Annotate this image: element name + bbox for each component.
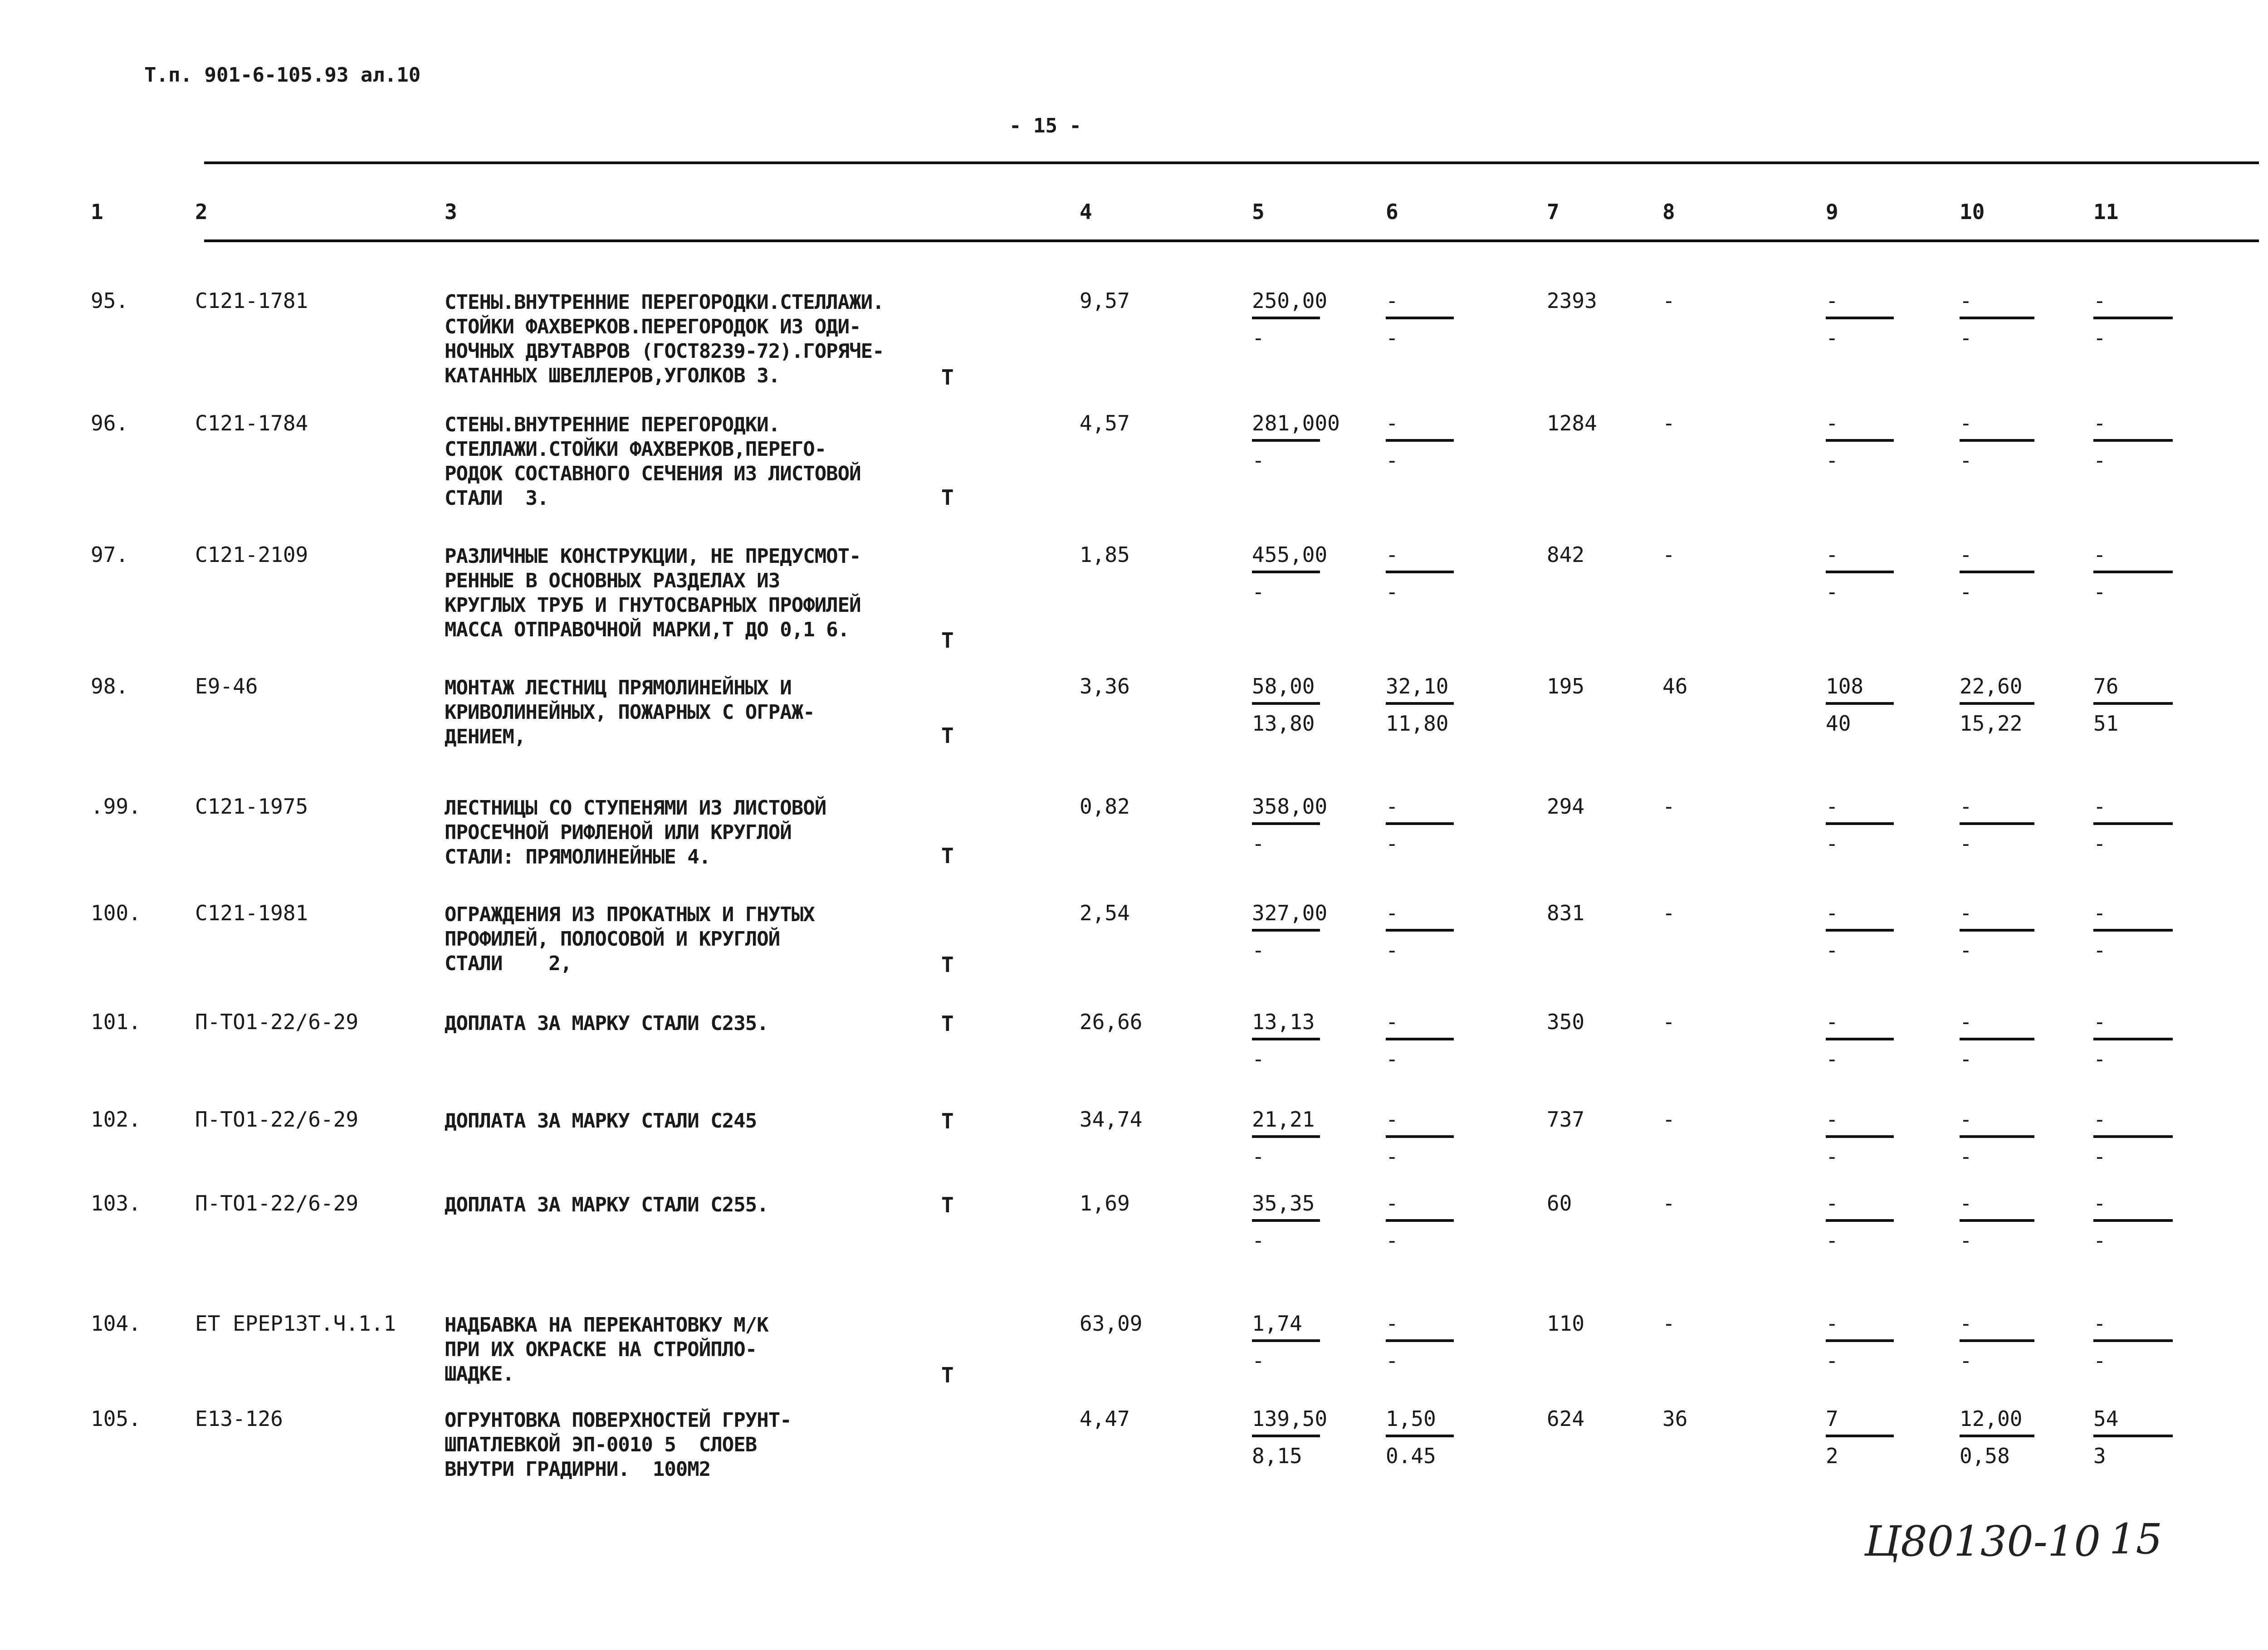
fraction-line-c10 xyxy=(1960,439,2034,442)
fraction-top-c5: 250,00 xyxy=(1252,288,1328,313)
fraction-top-c11: - xyxy=(2093,901,2106,925)
fraction-bottom-c9: - xyxy=(1826,1228,1838,1253)
unit-of-measure: Т xyxy=(941,365,954,390)
fraction-top-c10: - xyxy=(1960,794,1972,819)
fraction-line-c10 xyxy=(1960,702,2034,705)
value-col7: 350 xyxy=(1547,1010,1585,1034)
fraction-line-c11 xyxy=(2093,317,2173,319)
fraction-line-c5 xyxy=(1252,1038,1320,1040)
value-col7: 294 xyxy=(1547,794,1585,819)
item-description: СТЕНЫ.ВНУТРЕННИЕ ПЕРЕГОРОДКИ.СТЕЛЛАЖИ. СТОЙКИ ФАХВЕРКОВ.ПЕРЕГОРОДОК ИЗ ОДИ- НОЧНЫХ ДВУТАВРОВ (ГОСТ8239-72).ГОРЯЧЕ- КАТАННЫХ ШВЕЛЛЕРОВ,УГОЛКОВ 3. xyxy=(445,291,884,387)
fraction-line-c5 xyxy=(1252,1219,1320,1222)
fraction-line-c9 xyxy=(1826,1038,1894,1040)
fraction-bottom-c11: - xyxy=(2093,938,2106,962)
column-header-8: 8 xyxy=(1662,200,1675,224)
fraction-top-c6: 1,50 xyxy=(1386,1406,1436,1431)
item-code: С121-1781 xyxy=(195,288,308,313)
fraction-top-c6: - xyxy=(1386,1311,1398,1336)
fraction-line-c9 xyxy=(1826,929,1894,932)
fraction-line-c10 xyxy=(1960,822,2034,825)
fraction-top-c10: - xyxy=(1960,411,1972,435)
fraction-top-c9: - xyxy=(1826,901,1838,925)
value-col8: - xyxy=(1662,411,1675,435)
item-description: ОГРУНТОВКА ПОВЕРХНОСТЕЙ ГРУНТ- ШПАТЛЕВКОЙ ЭП-0010 5 СЛОЕВ ВНУТРИ ГРАДИРНИ. 100М2 xyxy=(445,1409,792,1481)
fraction-line-c5 xyxy=(1252,1339,1320,1342)
fraction-line-c10 xyxy=(1960,929,2034,932)
unit-of-measure: Т xyxy=(941,485,954,510)
fraction-bottom-c11: - xyxy=(2093,326,2106,350)
column-header-5: 5 xyxy=(1252,200,1265,224)
fraction-top-c11: - xyxy=(2093,411,2106,435)
item-code: П-ТО1-22/6-29 xyxy=(195,1107,359,1132)
value-col8: - xyxy=(1662,901,1675,925)
item-description: ОГРАЖДЕНИЯ ИЗ ПРОКАТНЫХ И ГНУТЫХ ПРОФИЛЕЙ, ПОЛОСОВОЙ И КРУГЛОЙ СТАЛИ 2, xyxy=(445,903,815,975)
fraction-line-c11 xyxy=(2093,1339,2173,1342)
item-description: МОНТАЖ ЛЕСТНИЦ ПРЯМОЛИНЕЙНЫХ И КРИВОЛИНЕЙНЫХ, ПОЖАРНЫХ С ОГРАЖ- ДЕНИЕМ, xyxy=(445,676,815,748)
item-code: П-ТО1-22/6-29 xyxy=(195,1010,359,1034)
fraction-top-c5: 58,00 xyxy=(1252,674,1315,698)
fraction-top-c10: - xyxy=(1960,542,1972,567)
quantity: 9,57 xyxy=(1080,288,1130,313)
quantity: 4,47 xyxy=(1080,1406,1130,1431)
fraction-line-c10 xyxy=(1960,571,2034,573)
fraction-top-c9: - xyxy=(1826,542,1838,567)
row-number: 104. xyxy=(91,1311,141,1336)
column-header-4: 4 xyxy=(1080,200,1092,224)
fraction-line-c5 xyxy=(1252,1135,1320,1138)
unit-of-measure: Т xyxy=(941,1011,954,1036)
value-col7: 2393 xyxy=(1547,288,1597,313)
fraction-bottom-c6: - xyxy=(1386,1144,1398,1169)
fraction-bottom-c9: - xyxy=(1826,580,1838,604)
fraction-top-c6: - xyxy=(1386,1107,1398,1132)
value-col7: 110 xyxy=(1547,1311,1585,1336)
fraction-line-c6 xyxy=(1386,702,1454,705)
row-number: 102. xyxy=(91,1107,141,1132)
fraction-line-c6 xyxy=(1386,929,1454,932)
fraction-bottom-c5: 13,80 xyxy=(1252,711,1315,736)
fraction-line-c9 xyxy=(1826,702,1894,705)
fraction-top-c5: 281,000 xyxy=(1252,411,1340,435)
value-col8: - xyxy=(1662,1311,1675,1336)
fraction-bottom-c5: - xyxy=(1252,938,1265,962)
fraction-bottom-c5: - xyxy=(1252,1047,1265,1071)
fraction-bottom-c5: - xyxy=(1252,1228,1265,1253)
item-code: ЕТ ЕРЕР13Т.Ч.1.1 xyxy=(195,1311,396,1336)
fraction-top-c9: 7 xyxy=(1826,1406,1838,1431)
row-number: 100. xyxy=(91,901,141,925)
fraction-line-c11 xyxy=(2093,702,2173,705)
fraction-top-c11: - xyxy=(2093,794,2106,819)
fraction-line-c9 xyxy=(1826,1135,1894,1138)
column-header-9: 9 xyxy=(1826,200,1838,224)
fraction-top-c5: 455,00 xyxy=(1252,542,1328,567)
row-number: 105. xyxy=(91,1406,141,1431)
item-code: С121-1975 xyxy=(195,794,308,819)
fraction-line-c6 xyxy=(1386,822,1454,825)
fraction-bottom-c11: - xyxy=(2093,1228,2106,1253)
fraction-line-c11 xyxy=(2093,571,2173,573)
fraction-line-c9 xyxy=(1826,1435,1894,1437)
item-description: СТЕНЫ.ВНУТРЕННИЕ ПЕРЕГОРОДКИ. СТЕЛЛАЖИ.СТОЙКИ ФАХВЕРКОВ,ПЕРЕГО- РОДОК СОСТАВНОГО СЕЧЕНИЯ ИЗ ЛИСТОВОЙ СТАЛИ 3. xyxy=(445,413,861,510)
fraction-bottom-c11: - xyxy=(2093,1144,2106,1169)
fraction-top-c11: - xyxy=(2093,1311,2106,1336)
value-col7: 195 xyxy=(1547,674,1585,698)
fraction-line-c5 xyxy=(1252,929,1320,932)
fraction-top-c10: 22,60 xyxy=(1960,674,2023,698)
column-header-3: 3 xyxy=(445,200,457,224)
fraction-bottom-c6: - xyxy=(1386,1228,1398,1253)
fraction-top-c11: 76 xyxy=(2093,674,2119,698)
fraction-line-c11 xyxy=(2093,1219,2173,1222)
unit-of-measure: Т xyxy=(941,1363,954,1387)
fraction-top-c5: 13,13 xyxy=(1252,1010,1315,1034)
fraction-top-c10: - xyxy=(1960,1107,1972,1132)
row-number: 103. xyxy=(91,1191,141,1216)
fraction-top-c5: 139,50 xyxy=(1252,1406,1328,1431)
fraction-line-c5 xyxy=(1252,1435,1320,1437)
quantity: 3,36 xyxy=(1080,674,1130,698)
fraction-top-c10: - xyxy=(1960,1010,1972,1034)
fraction-bottom-c11: 51 xyxy=(2093,711,2119,736)
fraction-top-c11: - xyxy=(2093,1010,2106,1034)
item-code: С121-1784 xyxy=(195,411,308,435)
fraction-line-c11 xyxy=(2093,1135,2173,1138)
fraction-line-c5 xyxy=(1252,571,1320,573)
item-code: Е13-126 xyxy=(195,1406,283,1431)
fraction-line-c6 xyxy=(1386,439,1454,442)
fraction-top-c6: - xyxy=(1386,1010,1398,1034)
fraction-line-c6 xyxy=(1386,1339,1454,1342)
fraction-line-c10 xyxy=(1960,1135,2034,1138)
fraction-top-c11: - xyxy=(2093,288,2106,313)
header-rule xyxy=(204,239,2259,242)
value-col7: 831 xyxy=(1547,901,1585,925)
column-header-6: 6 xyxy=(1386,200,1398,224)
fraction-bottom-c9: - xyxy=(1826,1348,1838,1373)
fraction-bottom-c5: - xyxy=(1252,448,1265,473)
unit-of-measure: Т xyxy=(941,723,954,748)
fraction-top-c6: - xyxy=(1386,542,1398,567)
fraction-bottom-c10: - xyxy=(1960,448,1972,473)
quantity: 1,69 xyxy=(1080,1191,1130,1216)
top-rule xyxy=(204,161,2259,164)
item-code: С121-2109 xyxy=(195,542,308,567)
value-col8: - xyxy=(1662,1010,1675,1034)
handwritten-code: Ц80130-10 xyxy=(1864,1517,2101,1566)
fraction-line-c6 xyxy=(1386,1135,1454,1138)
value-col7: 737 xyxy=(1547,1107,1585,1132)
fraction-top-c9: 108 xyxy=(1826,674,1864,698)
value-col8: 36 xyxy=(1662,1406,1688,1431)
row-number: 96. xyxy=(91,411,129,435)
column-header-11: 11 xyxy=(2093,200,2119,224)
fraction-top-c9: - xyxy=(1826,1191,1838,1216)
document-reference: Т.п. 901-6-105.93 ал.10 xyxy=(144,63,421,87)
item-description: РАЗЛИЧНЫЕ КОНСТРУКЦИИ, НЕ ПРЕДУСМОТ- РЕННЫЕ В ОСНОВНЫХ РАЗДЕЛАХ ИЗ КРУГЛЫХ ТРУБ И ГНУТОСВАРНЫХ ПРОФИЛЕЙ МАССА ОТПРАВОЧНОЙ МАРКИ,Т ДО 0,1 6. xyxy=(445,545,861,641)
column-header-1: 1 xyxy=(91,200,103,224)
fraction-bottom-c11: - xyxy=(2093,1348,2106,1373)
item-description: ДОПЛАТА ЗА МАРКУ СТАЛИ С235. xyxy=(445,1012,768,1035)
quantity: 0,82 xyxy=(1080,794,1130,819)
fraction-top-c10: 12,00 xyxy=(1960,1406,2023,1431)
fraction-line-c9 xyxy=(1826,317,1894,319)
unit-of-measure: Т xyxy=(941,1193,954,1217)
item-description: ЛЕСТНИЦЫ СО СТУПЕНЯМИ ИЗ ЛИСТОВОЙ ПРОСЕЧНОЙ РИФЛЕНОЙ ИЛИ КРУГЛОЙ СТАЛИ: ПРЯМОЛИНЕЙНЫЕ 4. xyxy=(445,796,826,869)
fraction-top-c9: - xyxy=(1826,1311,1838,1336)
fraction-bottom-c9: 2 xyxy=(1826,1444,1838,1468)
fraction-top-c5: 1,74 xyxy=(1252,1311,1302,1336)
column-header-7: 7 xyxy=(1547,200,1559,224)
quantity: 2,54 xyxy=(1080,901,1130,925)
fraction-top-c11: - xyxy=(2093,1191,2106,1216)
fraction-bottom-c11: - xyxy=(2093,1047,2106,1071)
fraction-top-c10: - xyxy=(1960,901,1972,925)
fraction-top-c9: - xyxy=(1826,411,1838,435)
fraction-line-c5 xyxy=(1252,702,1320,705)
fraction-line-c6 xyxy=(1386,571,1454,573)
fraction-line-c10 xyxy=(1960,1219,2034,1222)
unit-of-measure: Т xyxy=(941,628,954,653)
fraction-line-c11 xyxy=(2093,822,2173,825)
fraction-top-c5: 358,00 xyxy=(1252,794,1328,819)
fraction-line-c10 xyxy=(1960,317,2034,319)
fraction-line-c11 xyxy=(2093,1435,2173,1437)
fraction-bottom-c10: - xyxy=(1960,831,1972,856)
fraction-line-c5 xyxy=(1252,822,1320,825)
fraction-bottom-c6: - xyxy=(1386,938,1398,962)
row-number: 95. xyxy=(91,288,129,313)
fraction-line-c11 xyxy=(2093,929,2173,932)
value-col7: 624 xyxy=(1547,1406,1585,1431)
fraction-top-c5: 21,21 xyxy=(1252,1107,1315,1132)
item-description: НАДБАВКА НА ПЕРЕКАНТОВКУ М/К ПРИ ИХ ОКРАСКЕ НА СТРОЙПЛО- ШАДКЕ. xyxy=(445,1313,768,1386)
fraction-top-c6: - xyxy=(1386,1191,1398,1216)
fraction-line-c6 xyxy=(1386,317,1454,319)
fraction-bottom-c6: - xyxy=(1386,1348,1398,1373)
fraction-line-c9 xyxy=(1826,1219,1894,1222)
fraction-bottom-c9: - xyxy=(1826,831,1838,856)
row-number: .99. xyxy=(91,794,141,819)
fraction-line-c10 xyxy=(1960,1339,2034,1342)
fraction-bottom-c9: - xyxy=(1826,326,1838,350)
fraction-top-c5: 35,35 xyxy=(1252,1191,1315,1216)
fraction-line-c5 xyxy=(1252,317,1320,319)
fraction-bottom-c10: - xyxy=(1960,1348,1972,1373)
fraction-line-c6 xyxy=(1386,1219,1454,1222)
fraction-top-c6: - xyxy=(1386,288,1398,313)
row-number: 97. xyxy=(91,542,129,567)
fraction-line-c10 xyxy=(1960,1038,2034,1040)
fraction-bottom-c5: 8,15 xyxy=(1252,1444,1302,1468)
fraction-bottom-c10: 0,58 xyxy=(1960,1444,2010,1468)
fraction-bottom-c11: - xyxy=(2093,831,2106,856)
value-col7: 1284 xyxy=(1547,411,1597,435)
fraction-line-c10 xyxy=(1960,1435,2034,1437)
quantity: 63,09 xyxy=(1080,1311,1143,1336)
value-col7: 60 xyxy=(1547,1191,1572,1216)
fraction-line-c11 xyxy=(2093,439,2173,442)
fraction-bottom-c10: - xyxy=(1960,1228,1972,1253)
item-code: Е9-46 xyxy=(195,674,258,698)
fraction-top-c9: - xyxy=(1826,288,1838,313)
quantity: 4,57 xyxy=(1080,411,1130,435)
item-description: ДОПЛАТА ЗА МАРКУ СТАЛИ С245 xyxy=(445,1109,757,1133)
fraction-bottom-c9: - xyxy=(1826,448,1838,473)
fraction-bottom-c5: - xyxy=(1252,580,1265,604)
fraction-bottom-c10: - xyxy=(1960,1047,1972,1071)
quantity: 26,66 xyxy=(1080,1010,1143,1034)
value-col8: - xyxy=(1662,1107,1675,1132)
fraction-bottom-c9: - xyxy=(1826,938,1838,962)
fraction-top-c9: - xyxy=(1826,794,1838,819)
fraction-top-c5: 327,00 xyxy=(1252,901,1328,925)
fraction-bottom-c10: - xyxy=(1960,938,1972,962)
fraction-top-c10: - xyxy=(1960,1311,1972,1336)
fraction-top-c10: - xyxy=(1960,288,1972,313)
quantity: 1,85 xyxy=(1080,542,1130,567)
page-number: - 15 - xyxy=(1009,114,1081,137)
handwritten-page: 15 xyxy=(2109,1515,2163,1563)
fraction-bottom-c5: - xyxy=(1252,326,1265,350)
fraction-bottom-c6: 0.45 xyxy=(1386,1444,1436,1468)
value-col8: - xyxy=(1662,288,1675,313)
value-col7: 842 xyxy=(1547,542,1585,567)
fraction-line-c9 xyxy=(1826,1339,1894,1342)
fraction-line-c6 xyxy=(1386,1435,1454,1437)
fraction-top-c6: 32,10 xyxy=(1386,674,1449,698)
value-col8: - xyxy=(1662,794,1675,819)
fraction-line-c9 xyxy=(1826,822,1894,825)
fraction-top-c9: - xyxy=(1826,1107,1838,1132)
row-number: 98. xyxy=(91,674,129,698)
unit-of-measure: Т xyxy=(941,952,954,977)
fraction-bottom-c6: - xyxy=(1386,448,1398,473)
value-col8: - xyxy=(1662,1191,1675,1216)
fraction-bottom-c6: - xyxy=(1386,580,1398,604)
fraction-line-c6 xyxy=(1386,1038,1454,1040)
fraction-bottom-c5: - xyxy=(1252,1348,1265,1373)
fraction-top-c6: - xyxy=(1386,901,1398,925)
fraction-bottom-c6: - xyxy=(1386,831,1398,856)
fraction-top-c9: - xyxy=(1826,1010,1838,1034)
value-col8: 46 xyxy=(1662,674,1688,698)
fraction-bottom-c11: - xyxy=(2093,448,2106,473)
fraction-bottom-c10: - xyxy=(1960,1144,1972,1169)
fraction-bottom-c11: 3 xyxy=(2093,1444,2106,1468)
item-code: П-ТО1-22/6-29 xyxy=(195,1191,359,1216)
fraction-top-c6: - xyxy=(1386,794,1398,819)
fraction-bottom-c6: - xyxy=(1386,326,1398,350)
fraction-bottom-c10: 15,22 xyxy=(1960,711,2023,736)
fraction-bottom-c10: - xyxy=(1960,580,1972,604)
fraction-top-c11: 54 xyxy=(2093,1406,2119,1431)
fraction-bottom-c9: - xyxy=(1826,1144,1838,1169)
column-header-10: 10 xyxy=(1960,200,1985,224)
fraction-top-c11: - xyxy=(2093,542,2106,567)
fraction-bottom-c9: - xyxy=(1826,1047,1838,1071)
fraction-top-c11: - xyxy=(2093,1107,2106,1132)
column-header-2: 2 xyxy=(195,200,208,224)
fraction-bottom-c9: 40 xyxy=(1826,711,1851,736)
row-number: 101. xyxy=(91,1010,141,1034)
fraction-bottom-c11: - xyxy=(2093,580,2106,604)
fraction-line-c5 xyxy=(1252,439,1320,442)
fraction-bottom-c5: - xyxy=(1252,831,1265,856)
value-col8: - xyxy=(1662,542,1675,567)
fraction-bottom-c5: - xyxy=(1252,1144,1265,1169)
item-code: С121-1981 xyxy=(195,901,308,925)
fraction-bottom-c6: - xyxy=(1386,1047,1398,1071)
fraction-line-c9 xyxy=(1826,571,1894,573)
fraction-bottom-c10: - xyxy=(1960,326,1972,350)
fraction-top-c6: - xyxy=(1386,411,1398,435)
fraction-line-c9 xyxy=(1826,439,1894,442)
quantity: 34,74 xyxy=(1080,1107,1143,1132)
fraction-bottom-c6: 11,80 xyxy=(1386,711,1449,736)
unit-of-measure: Т xyxy=(941,844,954,868)
item-description: ДОПЛАТА ЗА МАРКУ СТАЛИ С255. xyxy=(445,1193,768,1216)
unit-of-measure: Т xyxy=(941,1109,954,1133)
fraction-top-c10: - xyxy=(1960,1191,1972,1216)
fraction-line-c11 xyxy=(2093,1038,2173,1040)
